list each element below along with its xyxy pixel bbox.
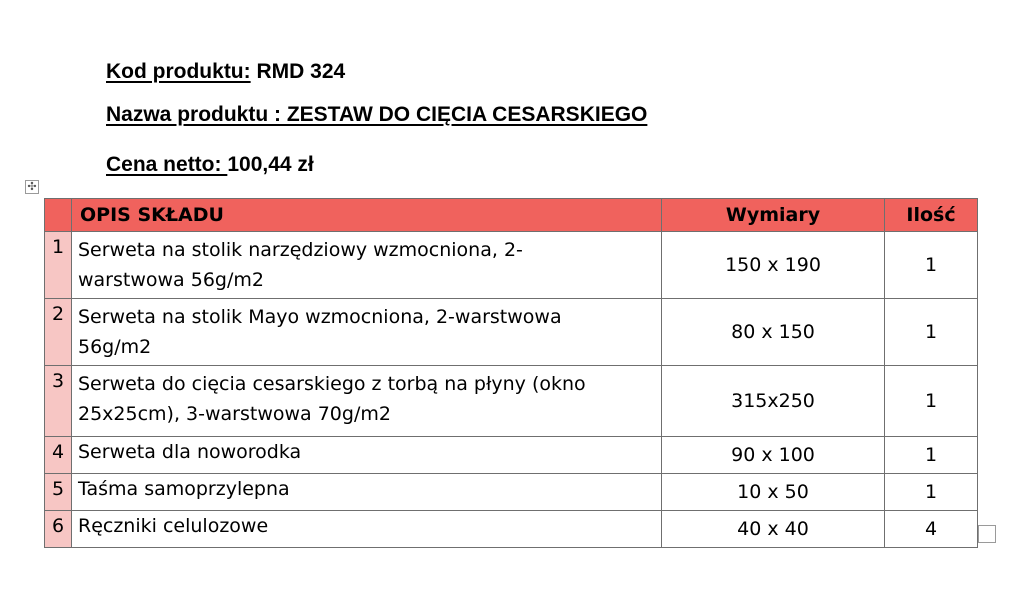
row-description: Serweta dla noworodka [72, 437, 662, 474]
row-number: 5 [45, 474, 72, 511]
row-dimensions: 150 x 190 [662, 232, 885, 299]
price-line [106, 153, 314, 177]
row-dimensions: 10 x 50 [662, 474, 885, 511]
header-quantity: Ilość [885, 199, 978, 232]
components-table [44, 198, 978, 548]
table-row [45, 299, 978, 366]
row-description: Ręczniki celulozowe [72, 511, 662, 548]
table-row [45, 437, 978, 474]
row-quantity: 1 [885, 366, 978, 437]
row-number: 2 [45, 299, 72, 366]
row-number: 3 [45, 366, 72, 437]
table-row [45, 474, 978, 511]
row-quantity: 4 [885, 511, 978, 548]
header-num [45, 199, 72, 232]
row-quantity: 1 [885, 299, 978, 366]
row-quantity: 1 [885, 474, 978, 511]
table-row [45, 232, 978, 299]
row-dimensions: 80 x 150 [662, 299, 885, 366]
table-header-row [45, 199, 978, 232]
desc-line2: warstwowa 56g/m2 [78, 269, 264, 291]
product-code-value: RMD 324 [250, 60, 346, 83]
desc-line1: Serweta na stolik Mayo wzmocniona, 2-warstwowa [78, 306, 562, 328]
row-dimensions: 315x250 [662, 366, 885, 437]
price-value: 100,44 zł [227, 153, 314, 176]
desc-line2: 56g/m2 [78, 336, 152, 358]
price-label: Cena netto: [106, 153, 228, 176]
table-row [45, 511, 978, 548]
row-description [72, 232, 662, 299]
row-description: Taśma samoprzylepna [72, 474, 662, 511]
desc-line1: Serweta na stolik narzędziowy wzmocniona, 2- [78, 239, 523, 261]
product-code-line [106, 60, 345, 84]
row-number: 6 [45, 511, 72, 548]
table-row [45, 366, 978, 437]
header-dimensions: Wymiary [662, 199, 885, 232]
desc-line1: Serweta do cięcia cesarskiego z torbą na płyny (okno [78, 373, 586, 395]
product-code-label: Kod produktu: [106, 60, 251, 83]
row-quantity: 1 [885, 232, 978, 299]
row-description [72, 366, 662, 437]
table-move-handle-icon[interactable]: ✣ [25, 180, 39, 194]
header-description: OPIS SKŁADU [72, 199, 662, 232]
row-number: 4 [45, 437, 72, 474]
table-resize-handle[interactable] [978, 525, 996, 543]
row-dimensions: 40 x 40 [662, 511, 885, 548]
row-dimensions: 90 x 100 [662, 437, 885, 474]
desc-line2: 25x25cm), 3-warstwowa 70g/m2 [78, 403, 391, 425]
row-number: 1 [45, 232, 72, 299]
row-description [72, 299, 662, 366]
product-name-line [106, 103, 647, 127]
product-name: Nazwa produktu : ZESTAW DO CIĘCIA CESARSKIEGO [106, 103, 648, 126]
row-quantity: 1 [885, 437, 978, 474]
